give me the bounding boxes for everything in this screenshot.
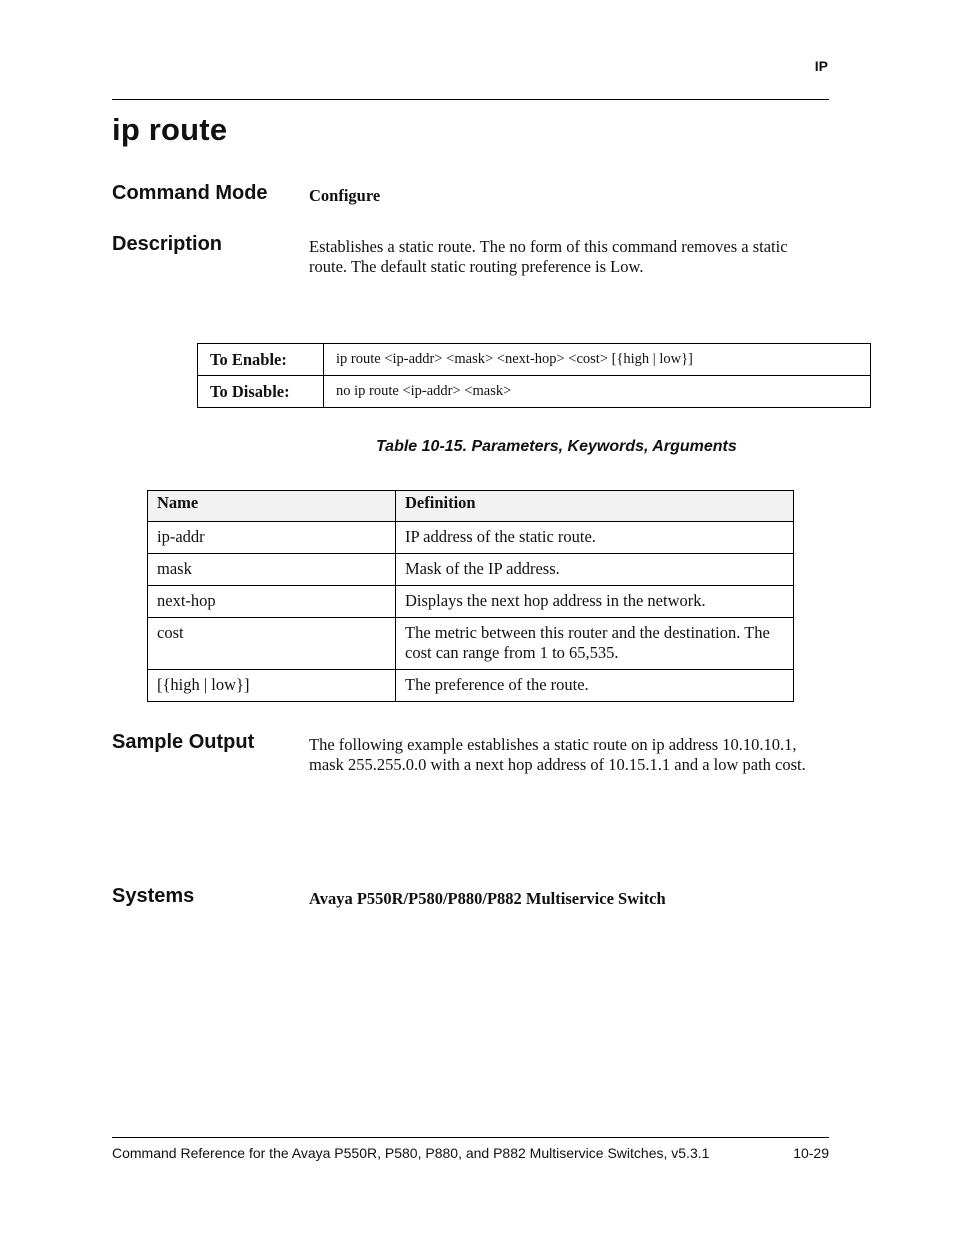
sample-output-text: The following example establishes a static route on ip address 10.10.10.1, mask 255.255.0.0 with a next hop address of 10.15.1.1 and a low path cost. (309, 735, 806, 774)
param-definition: Mask of the IP address. (396, 554, 794, 586)
table-header-row (148, 491, 794, 522)
footer-divider (112, 1137, 829, 1138)
page-title: ip route (112, 112, 228, 147)
command-syntax-table (197, 343, 871, 408)
sample-output-heading: Sample Output (112, 731, 255, 753)
param-definition: Displays the next hop address in the network. (396, 586, 794, 618)
column-header-name: Name (148, 491, 396, 522)
section-label: IP (814, 58, 828, 74)
param-name: cost (148, 618, 396, 670)
disable-syntax: no ip route <ip-addr> <mask> (324, 376, 871, 408)
footer-page-number: 10-29 (793, 1145, 829, 1161)
systems-heading: Systems (112, 885, 195, 907)
param-name: next-hop (148, 586, 396, 618)
disable-label: To Disable: (198, 376, 324, 408)
table-row (148, 522, 794, 554)
param-definition: The preference of the route. (396, 670, 794, 702)
parameters-table (147, 490, 794, 702)
footer-doc-title: Command Reference for the Avaya P550R, P580, P880, and P882 Multiservice Switches, v5.3.1 (112, 1145, 710, 1161)
param-name: [{high | low}] (148, 670, 396, 702)
command-mode-heading: Command Mode (112, 182, 268, 204)
param-definition: The metric between this router and the destination. The cost can range from 1 to 65,535. (396, 618, 794, 670)
param-definition: IP address of the static route. (396, 522, 794, 554)
enable-syntax: ip route <ip-addr> <mask> <next-hop> <cost> [{high | low}] (324, 344, 871, 376)
table-row (148, 586, 794, 618)
command-mode-value: Configure (309, 186, 381, 205)
description-heading: Description (112, 233, 223, 255)
table-row (198, 376, 871, 408)
systems-value: Avaya P550R/P580/P880/P882 Multiservice Switch (309, 889, 666, 908)
param-name: mask (148, 554, 396, 586)
column-header-definition: Definition (396, 491, 794, 522)
table-caption: Table 10-15. Parameters, Keywords, Arguments (376, 438, 737, 455)
param-name: ip-addr (148, 522, 396, 554)
table-row (148, 618, 794, 670)
header-divider (112, 99, 829, 100)
table-row (148, 554, 794, 586)
enable-label: To Enable: (198, 344, 324, 376)
table-row (198, 344, 871, 376)
table-row (148, 670, 794, 702)
description-text: Establishes a static route. The no form of this command removes a static route. The default static routing preference is Low. (309, 237, 788, 276)
